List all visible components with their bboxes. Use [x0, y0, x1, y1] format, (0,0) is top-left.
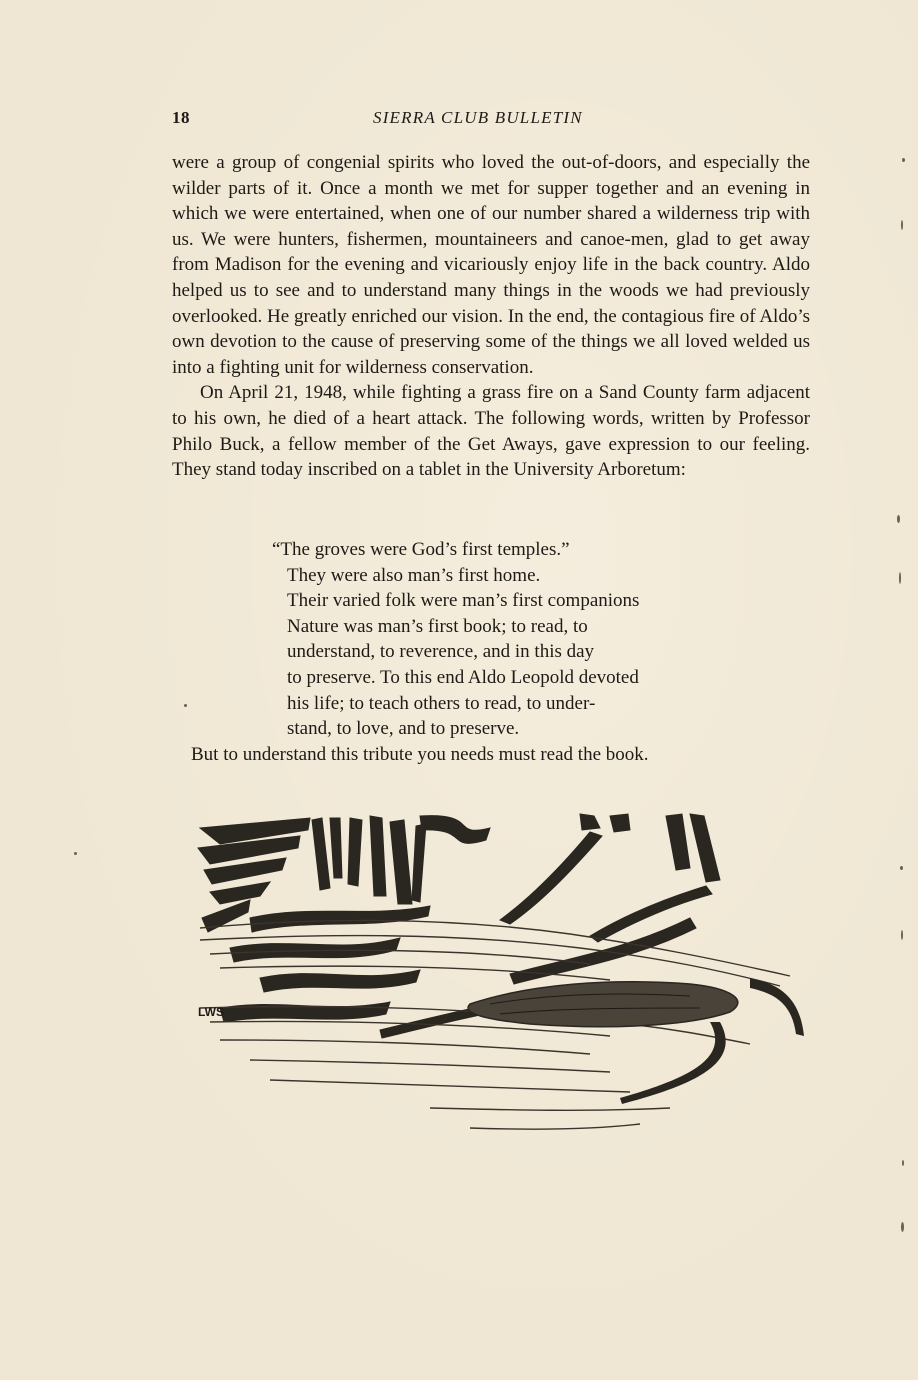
page-header: [172, 108, 810, 136]
woodcut-illustration: [190, 808, 820, 1153]
closing-line: But to understand this tribute you needs must read the book.: [191, 744, 649, 765]
paper-speck: [899, 572, 901, 584]
swimming-muskrat: [468, 978, 804, 1104]
running-title: SIERRA CLUB BULLETIN: [373, 108, 583, 127]
paragraph-1: were a group of congenial spirits who loved the out-of-doors, and especially the wilder parts of it. Once a month we met for supper together and an evening in which we were entertained, when one of our number shared a wilderness trip with us. We were hunters, fishermen, mountaineers and canoe-men, glad to get away from Madison for the evening and vicariously enjoy life in the back country. Aldo helped us to see and to understand many things in the woods we had previously overlooked. He greatly enriched our vision. In the end, the contagious fire of Aldo’s own devotion to the cause of preserving some of the things we all loved welded us into a fighting unit for wilderness conservation.: [172, 152, 810, 378]
inscription-line: They were also man’s first home.: [287, 564, 541, 586]
paper-speck: [74, 852, 77, 855]
tribute-inscription: [272, 537, 712, 742]
paper-speck: [900, 866, 903, 870]
inscription-line: to preserve. To this end Aldo Leopold devoted: [287, 666, 639, 688]
paper-speck: [901, 220, 903, 230]
paper-speck: [901, 930, 903, 940]
paper-speck: [901, 1222, 904, 1232]
inscription-line: his life; to teach others to read, to under-: [287, 692, 596, 714]
paper-speck: [897, 515, 900, 523]
inscription-line: “The groves were God’s first temples.”: [272, 539, 570, 560]
paper-speck: [184, 704, 187, 707]
inscription-line: Their varied folk were man’s first companions: [287, 590, 640, 612]
inscription-line: understand, to reverence, and in this day: [287, 641, 595, 663]
paper-speck: [902, 158, 905, 162]
body-text: [172, 150, 810, 483]
paragraph-2: On April 21, 1948, while fighting a grass fire on a Sand County farm adjacent to his own, he died of a heart attack. The following words, written by Professor Philo Buck, a fellow member of the Get Aways, gave expression to our feeling. They stand today inscribed on a tablet in the University Arboretum:: [172, 382, 810, 481]
signature-mark: LWS: [198, 1005, 224, 1019]
inscription-line: stand, to love, and to preserve.: [287, 718, 520, 740]
artist-signature: [198, 1005, 224, 1019]
paper-speck: [902, 1160, 904, 1166]
page-number: 18: [172, 108, 190, 127]
inscription-line: Nature was man’s first book; to read, to: [287, 615, 588, 637]
